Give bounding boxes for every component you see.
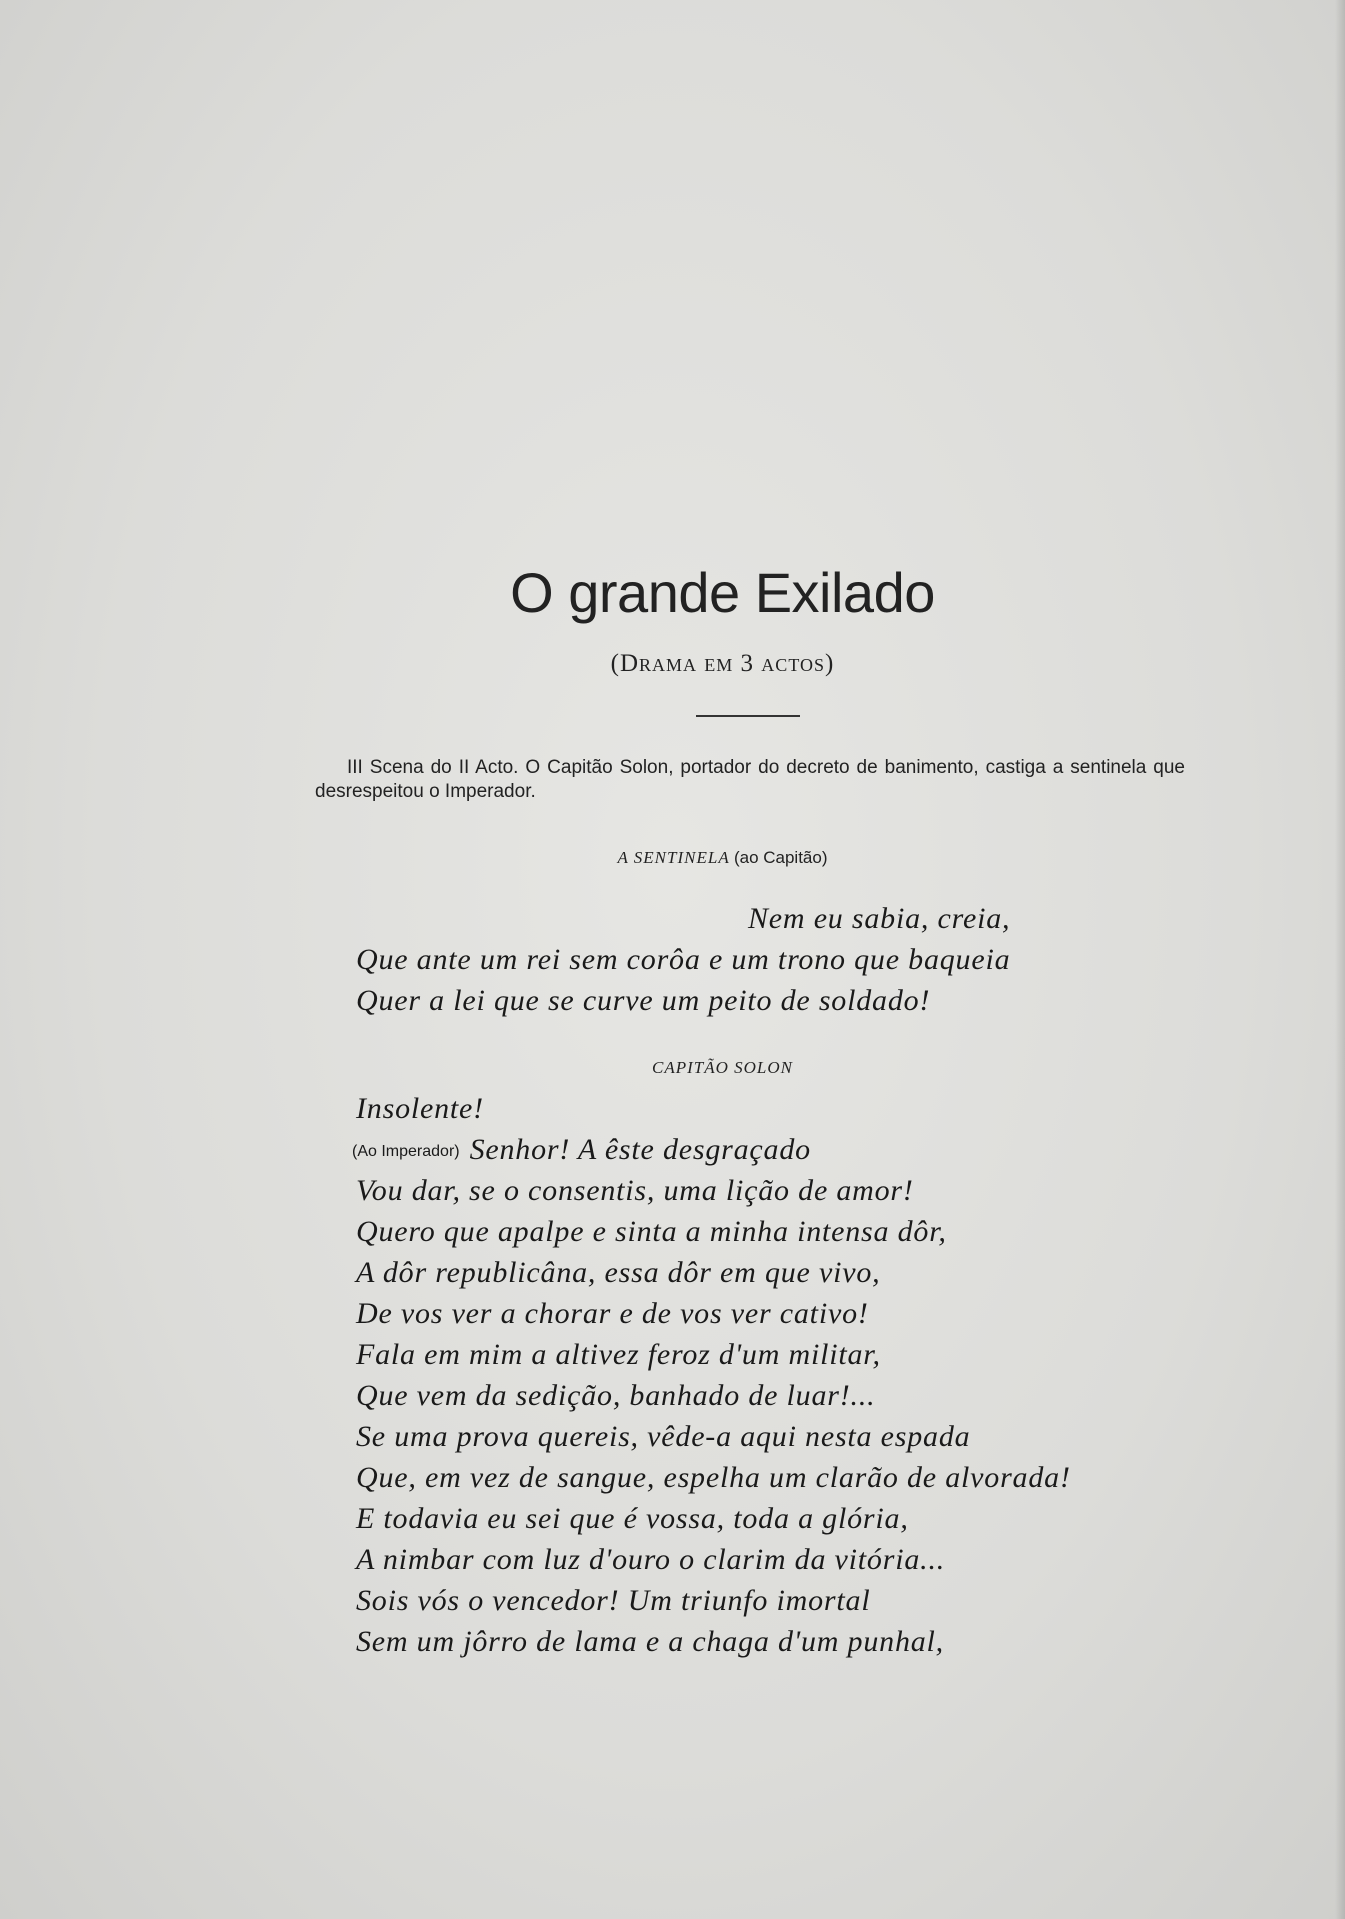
stage-direction: (Ao Imperador) (352, 1143, 460, 1160)
speaker-name: A SENTINELA (617, 848, 730, 867)
page-title: O grande Exilado (510, 561, 935, 624)
page-subtitle: (Drama em 3 actos) (610, 650, 835, 677)
verse-line: Vou dar, se o consentis, uma lição de amor! (356, 1174, 914, 1207)
verse-line: E todavia eu sei que é vossa, toda a glória, (356, 1502, 909, 1535)
title-divider (696, 715, 800, 717)
verse-line: Insolente! (356, 1092, 484, 1125)
scene-description: III Scena do II Acto. O Capitão Solon, portador do decreto de banimento, castiga a sentinela que desrespeitou o Imperador. (315, 757, 1185, 802)
verse-line: Que ante um rei sem corôa e um trono que baqueia (356, 943, 1011, 976)
verse-line: A nimbar com luz d'ouro o clarim da vitória... (356, 1543, 946, 1576)
verse-line: Que, em vez de sangue, espelha um clarão de alvorada! (356, 1461, 1071, 1494)
verse-line: Se uma prova quereis, vêde-a aqui nesta espada (356, 1420, 971, 1453)
speaker-note: (ao Capitão) (733, 848, 828, 867)
verse-line: A dôr republicâna, essa dôr em que vivo, (356, 1256, 881, 1289)
verse-line: Quero que apalpe e sinta a minha intensa dôr, (356, 1215, 947, 1248)
verse-line: Sem um jôrro de lama e a chaga d'um punhal, (356, 1625, 944, 1658)
verse-line-with-stage-direction (352, 1129, 811, 1172)
speaker-name: CAPITÃO SOLON (652, 1058, 793, 1077)
verse-line: Sois vós o vencedor! Um triunfo imortal (356, 1584, 871, 1617)
verse-text: Senhor! A êste desgraçado (469, 1133, 811, 1166)
verse-line: Nem eu sabia, creia, (748, 902, 1011, 935)
verse-line: Quer a lei que se curve um peito de soldado! (356, 984, 931, 1017)
verse-line: Fala em mim a altivez feroz d'um militar, (356, 1338, 881, 1371)
verse-line: De vos ver a chorar e de vos ver cativo! (356, 1297, 869, 1330)
verse-line: Que vem da sedição, banhado de luar!... (356, 1379, 876, 1412)
speaker-sentinela (0, 848, 1345, 868)
page-edge-shadow (1335, 0, 1345, 1919)
speaker-capitao-solon (0, 1058, 1345, 1078)
